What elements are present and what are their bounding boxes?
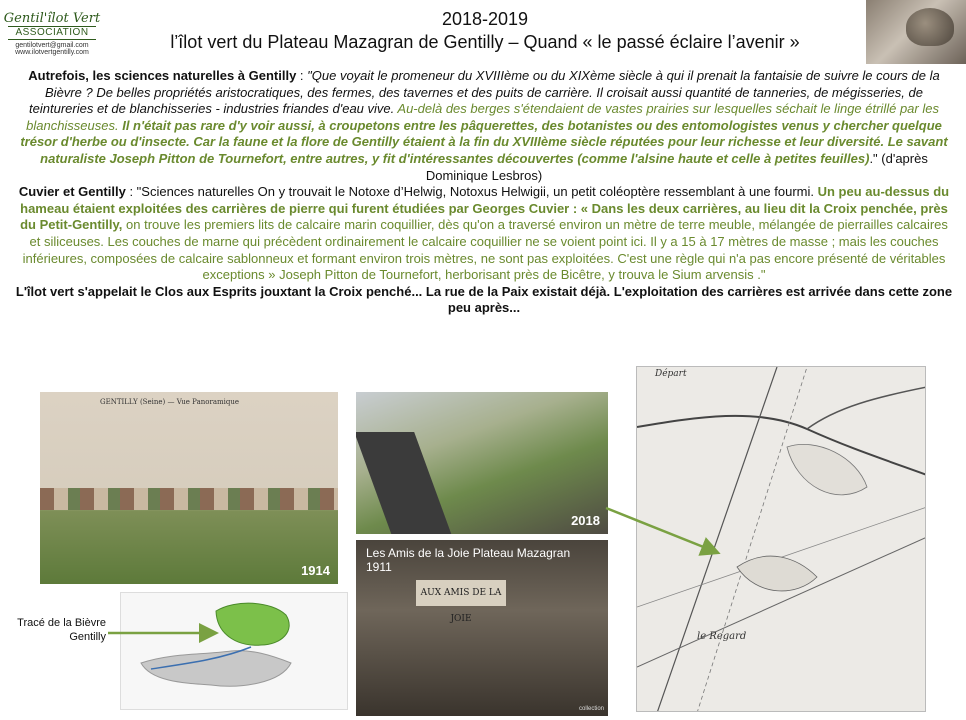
photo-year-label: 2018 bbox=[571, 513, 600, 528]
map-label-depart: Départ bbox=[655, 369, 687, 379]
paragraph-cuvier-text: : "Sciences naturelles On y trouvait le Notoxe d’Helwig, Notoxus Helwigii, un petit coléoptère ressemblant à une fourmi. bbox=[125, 184, 814, 200]
arrow-to-map bbox=[606, 508, 716, 552]
map-label-regard: le Regard bbox=[697, 631, 747, 642]
paragraph-sciences-source: ." (d'après Dominique Lesbros) bbox=[425, 150, 928, 183]
logo-name: Gentil'îlot Vert bbox=[3, 11, 101, 26]
page-year: 2018-2019 bbox=[441, 9, 529, 29]
logo-association: ASSOCIATION bbox=[8, 26, 96, 40]
logo-website[interactable]: www.ilotvertgentilly.com bbox=[15, 49, 89, 56]
paragraph-sciences-text: "Que voyait le promeneur du XVIIIème ou du XIXème siècle à qui il prenait la fantaisie de suivre le cours de la Bièvre ? De belles propriétés aristocratiques, des fermes, des tavernes et des puits de carrière. Il croisait aussi quantité de tanneries, de mégisseries, de teintureries et de blanchisseries - industries friandes d'eau vive. bbox=[29, 68, 940, 117]
bievre-caption-line2: Gentilly bbox=[69, 631, 106, 643]
photo-year-label: 1914 bbox=[301, 563, 330, 578]
paragraph-cuvier-green: on trouve les premiers lits de calcaire marin coquillier, dès qu'on a traversé environ un mètre de terre meuble, mélangée de pierrailles calcaires et siliceuses. Les couches de marne qui précèdent ordinairement le calcaire coquillier ne se voient point ici. Il y a 15 à 17 mètres de masse ; mais les couches inférieures, composées de calcaire sablonneux et formant environ trois mètres, ne sont pas exploitées. C'est une règle qui n'a pas encore présenté de véritables exceptions » Joseph Pitton de Tournefort, herborisant près de Bicêtre, y trouva le Sium arvensis ." bbox=[22, 217, 948, 283]
page-title: l’îlot vert du Plateau Mazagran de Gentilly – Quand « le passé éclaire l’avenir » bbox=[170, 32, 800, 52]
photo-caption-line2: 1911 bbox=[366, 560, 392, 574]
photo-credit: collection bbox=[578, 706, 604, 712]
cafe-sign: AUX AMIS DE LA JOIE bbox=[416, 580, 506, 606]
photo-caption-line1: Les Amis de la Joie Plateau Mazagran bbox=[366, 546, 571, 560]
paragraph-sciences-label: Autrefois, les sciences naturelles à Gentilly bbox=[28, 68, 297, 83]
paragraph-cuvier-label: Cuvier et Gentilly bbox=[18, 184, 126, 200]
bievre-caption-line1: Tracé de la Bièvre bbox=[17, 617, 106, 629]
paragraph-cuvier-green-bold: Un peu au-dessus du hameau étaient exploitées des carrières de pierre qui furent étudiées par Georges Cuvier : « Dans les deux carrières, au lieu dit la Croix penchée, près du Petit-Gentilly, bbox=[20, 184, 950, 233]
separator: : bbox=[296, 68, 308, 83]
paragraph-sciences-green: Au-delà des berges s'étendaient de vastes prairies sur lesquelles séchait le linge étrillé par les blanchisseuses. bbox=[26, 101, 939, 133]
postcard-caption: GENTILLY (Seine) — Vue Panoramique bbox=[100, 398, 239, 406]
logo-email[interactable]: gentilotvert@gmail.com bbox=[15, 42, 89, 49]
paragraph-ilot: L'îlot vert s'appelait le Clos aux Esprits jouxtant la Croix penché... La rue de la Paix existait déjà. L'exploitation des carrières est arrivée dans cette zone peu après... bbox=[15, 283, 953, 316]
paragraph-sciences-green-bold: Il n'était pas rare d'y voir aussi, à croupetons entre les pâquerettes, des botanistes ou des entomologistes venus y chercher quelque trésor d'herbe ou d'insecte. Car la faune et la flore de Gentilly étaient à la fin du XVIIIème siècle réputées pour leur richesse et leur diversité. Le savant naturaliste Joseph Pitton de Tournefort, entre autres, y fit d'intéressantes découvertes (comme l'alsine haute et celle à petites feuilles) bbox=[20, 117, 948, 166]
